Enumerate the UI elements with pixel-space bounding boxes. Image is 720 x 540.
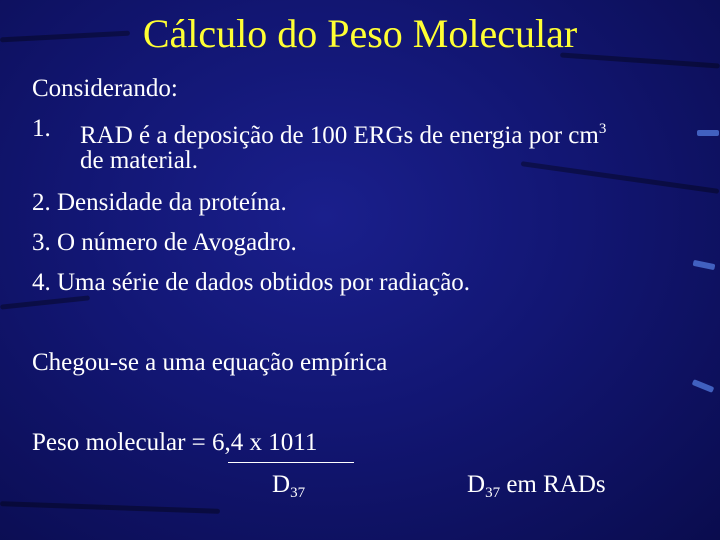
note-subscript: 37 [485, 485, 501, 501]
list-item-1-number: 1. [32, 115, 51, 142]
background-streak [0, 501, 220, 514]
decorative-dash [693, 260, 716, 270]
list-item-1 [32, 114, 607, 149]
decorative-dash [692, 379, 715, 393]
formula-denominator [272, 470, 305, 508]
list-item-1-continuation: de material. [80, 147, 198, 174]
note-symbol: D [467, 471, 486, 498]
fraction-bar [228, 462, 354, 463]
list-item-2: 2. Densidade da proteína. [32, 189, 287, 216]
decorative-dash [697, 130, 719, 136]
formula-line [32, 428, 317, 458]
background-streak [521, 161, 720, 194]
list-item-3: 3. O número de Avogadro. [32, 229, 297, 256]
denominator-subscript: 37 [290, 485, 306, 501]
slide-title: Cálculo do Peso Molecular [142, 11, 578, 56]
formula-note [467, 470, 606, 508]
superscript-exponent: 3 [598, 121, 607, 137]
note-suffix: em RADs [500, 471, 606, 498]
formula-numerator: 6,4 x 1011 [212, 429, 318, 456]
conclusion-text: Chegou-se a uma equação empírica [32, 349, 388, 376]
formula-lhs: Peso molecular = [32, 429, 213, 456]
denominator-symbol: D [272, 471, 291, 498]
list-item-1-label: RAD é a deposição de 100 ERGs de energia por cm [80, 122, 599, 149]
intro-text: Considerando: [32, 75, 178, 102]
list-item-4: 4. Uma série de dados obtidos por radiação. [32, 269, 471, 296]
